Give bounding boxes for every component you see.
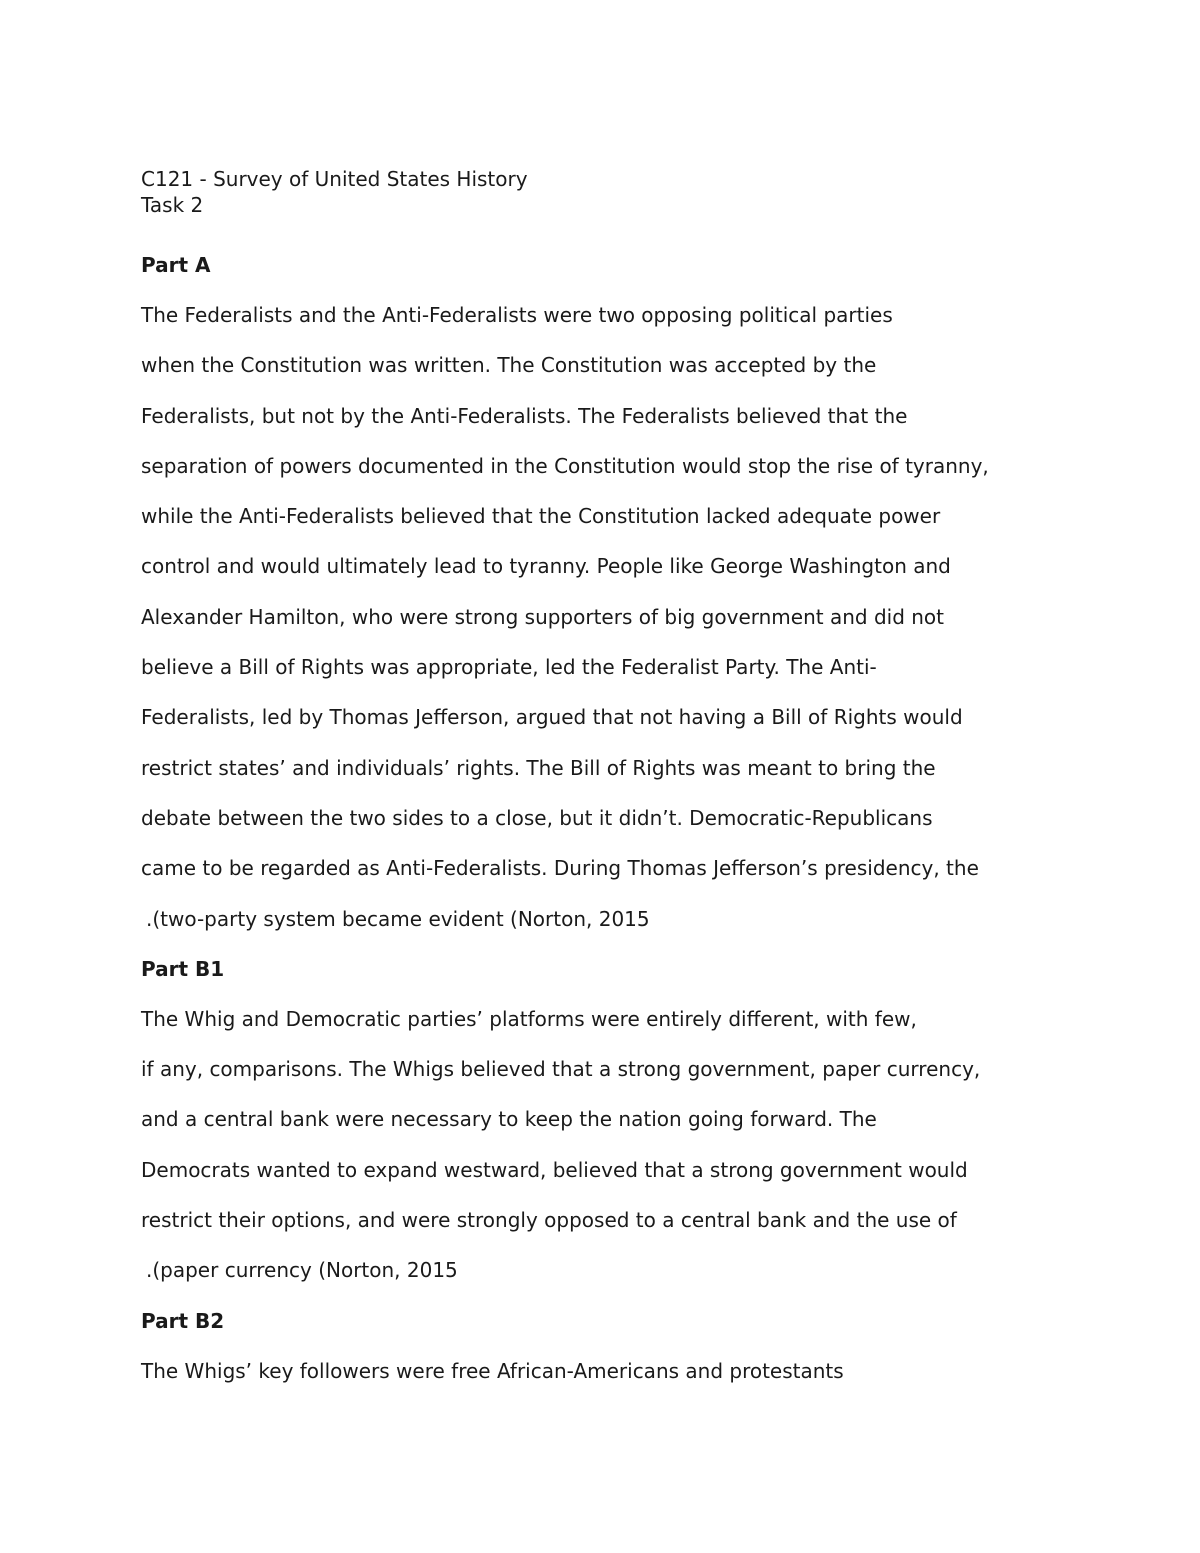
citation-line: .(paper currency (Norton, 2015 [146, 1258, 458, 1283]
paragraph-line: control and would ultimately lead to tyranny. People like George Washington and [141, 554, 951, 579]
paragraph-line: believe a Bill of Rights was appropriate, led the Federalist Party. The Anti- [141, 655, 877, 680]
paragraph-line: debate between the two sides to a close, but it didn’t. Democratic-Republicans [141, 805, 933, 830]
paragraph-line: while the Anti-Federalists believed that the Constitution lacked adequate power [141, 504, 941, 529]
paragraph-line: The Whigs’ key followers were free African-Americans and protestants [141, 1358, 844, 1383]
document-page [141, 166, 1081, 1396]
section-part-a [141, 240, 1081, 944]
section-heading: Part B2 [141, 1308, 225, 1333]
paragraph-line: separation of powers documented in the Constitution would stop the rise of tyranny, [141, 453, 989, 478]
section-heading: Part B1 [141, 956, 225, 981]
paragraph-line: Federalists, led by Thomas Jefferson, argued that not having a Bill of Rights would [141, 705, 963, 730]
citation-line: .(two-party system became evident (Norton, 2015 [146, 906, 650, 931]
course-title: C121 - Survey of United States History [141, 167, 528, 191]
section-part-b1 [141, 944, 1081, 1296]
section-part-b2 [141, 1296, 1081, 1396]
paragraph-line: Alexander Hamilton, who were strong supporters of big government and did not [141, 604, 944, 629]
paragraph-line: if any, comparisons. The Whigs believed that a strong government, paper currency, [141, 1057, 981, 1082]
paragraph-line: Federalists, but not by the Anti-Federalists. The Federalists believed that the [141, 403, 908, 428]
paragraph-line: Democrats wanted to expand westward, believed that a strong government would [141, 1157, 968, 1182]
paragraph-line: restrict states’ and individuals’ rights. The Bill of Rights was meant to bring the [141, 755, 936, 780]
paragraph-line: when the Constitution was written. The Constitution was accepted by the [141, 353, 877, 378]
task-label: Task 2 [141, 193, 204, 217]
paragraph-line: and a central bank were necessary to keep the nation going forward. The [141, 1107, 877, 1132]
paragraph-line: came to be regarded as Anti-Federalists. During Thomas Jefferson’s presidency, the [141, 856, 979, 881]
section-heading: Part A [141, 253, 211, 277]
paragraph-line: restrict their options, and were strongly opposed to a central bank and the use of [141, 1208, 957, 1233]
paragraph-line: The Whig and Democratic parties’ platforms were entirely different, with few, [141, 1006, 917, 1031]
paragraph-line: The Federalists and the Anti-Federalists were two opposing political parties [141, 303, 893, 327]
